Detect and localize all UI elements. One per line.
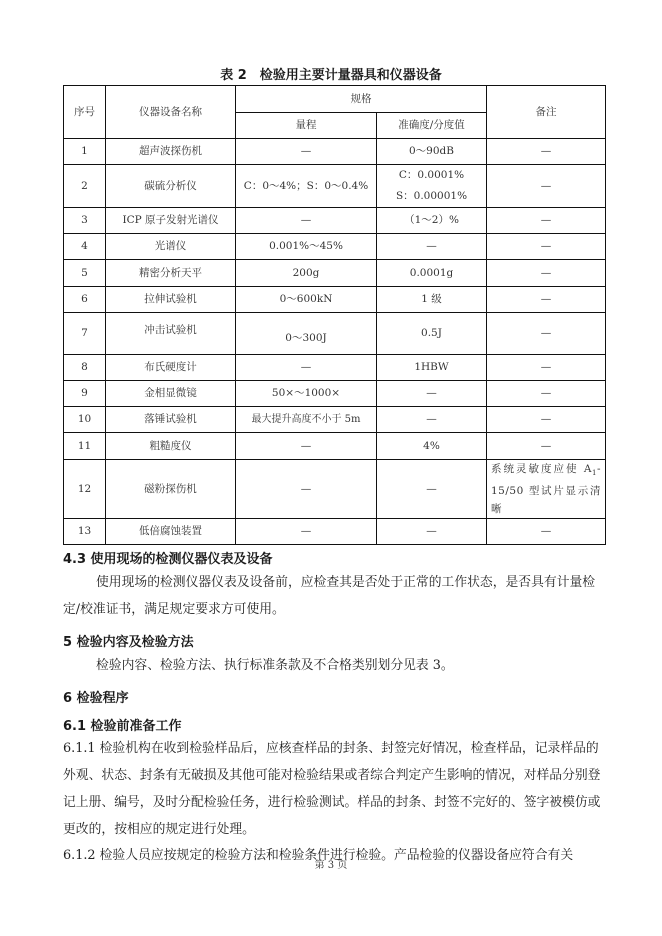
header-accuracy: 准确度/分度值	[377, 113, 487, 139]
cell-range: —	[236, 433, 377, 460]
cell-accuracy: —	[377, 407, 487, 433]
cell-accuracy: —	[377, 460, 487, 519]
cell-note: —	[487, 287, 606, 313]
cell-range: —	[236, 519, 377, 545]
cell-range: —	[236, 355, 377, 381]
cell-index: 3	[64, 208, 106, 234]
section-body-4-3: 使用现场的检测仪器仪表及设备前，应检查其是否处于正常的工作状态，是否具有计量检定/校准证书，满足规定要求方可使用。	[63, 575, 596, 617]
cell-range: —	[236, 208, 377, 234]
header-index: 序号	[64, 86, 106, 139]
instrument-table	[63, 85, 606, 545]
table-row	[64, 381, 606, 407]
section-heading-6: 6 检验程序	[63, 691, 129, 706]
table-row	[64, 234, 606, 260]
cell-name: 光谱仪	[106, 234, 236, 260]
note-text-post: -15/50 型试片显示清晰	[491, 463, 601, 516]
cell-index: 7	[64, 313, 106, 355]
cell-accuracy: —	[377, 381, 487, 407]
cell-range: 200g	[236, 260, 377, 287]
cell-accuracy: 0.5J	[377, 313, 487, 355]
cell-note: —	[487, 260, 606, 287]
cell-accuracy: —	[377, 519, 487, 545]
cell-index: 12	[64, 460, 106, 519]
cell-range: 0～300J	[236, 313, 377, 355]
section-body-5: 检验内容、检验方法、执行标准条款及不合格类别划分见表 3。	[96, 658, 454, 673]
section-heading-4-3: 4.3 使用现场的检测仪器仪表及设备	[63, 552, 273, 567]
cell-index: 13	[64, 519, 106, 545]
cell-index: 4	[64, 234, 106, 260]
cell-accuracy: 4%	[377, 433, 487, 460]
cell-note: —	[487, 519, 606, 545]
cell-accuracy: —	[377, 234, 487, 260]
cell-accuracy: 1 级	[377, 287, 487, 313]
section-body-6-1-2: 6.1.2 检验人员应按规定的检验方法和检验条件进行检验。产品检验的仪器设备应符合有关	[63, 848, 574, 863]
cell-name: ICP 原子发射光谱仪	[106, 208, 236, 234]
table-title: 表 2 检验用主要计量器具和仪器设备	[220, 68, 442, 83]
cell-name: 磁粉探伤机	[106, 460, 236, 519]
cell-index: 6	[64, 287, 106, 313]
cell-note: —	[487, 407, 606, 433]
cell-accuracy: 0～90dB	[377, 139, 487, 165]
cell-note: —	[487, 313, 606, 355]
table-row	[64, 260, 606, 287]
cell-index: 1	[64, 139, 106, 165]
table-row	[64, 139, 606, 165]
cell-note: —	[487, 165, 606, 208]
note-text-pre: 系统灵敏度应使 A	[491, 463, 592, 475]
cell-accuracy: （1～2）%	[377, 208, 487, 234]
cell-name: 拉伸试验机	[106, 287, 236, 313]
cell-name: 低倍腐蚀装置	[106, 519, 236, 545]
table-row	[64, 313, 606, 355]
section-heading-6-1: 6.1 检验前准备工作	[63, 719, 182, 734]
table-row	[64, 407, 606, 433]
cell-name: 精密分析天平	[106, 260, 236, 287]
table-row	[64, 460, 606, 519]
cell-note: —	[487, 234, 606, 260]
table-row	[64, 165, 606, 208]
cell-range: 最大提升高度不小于 5m	[236, 407, 377, 433]
section-heading-5: 5 检验内容及检验方法	[63, 635, 194, 650]
cell-note: —	[487, 381, 606, 407]
cell-name: 布氏硬度计	[106, 355, 236, 381]
cell-index: 5	[64, 260, 106, 287]
section-body-6-1-1: 6.1.1 检验机构在收到检验样品后，应核查样品的封条、封签完好情况，检查样品，记录样品的外观、状态、封条有无破损及其他可能对检验结果或者综合判定产生影响的情况，对样品分别登记上册、编号，及时分配检验任务，进行检验测试。样品的封条、封签不完好的、签字被模仿或更改的，按相应的规定进行处理。	[63, 741, 601, 837]
cell-index: 11	[64, 433, 106, 460]
accuracy-line-s: S：0.00001%	[395, 190, 468, 202]
cell-accuracy: 1HBW	[377, 355, 487, 381]
page-number: 第 3 页	[314, 860, 348, 871]
cell-index: 8	[64, 355, 106, 381]
table-row	[64, 208, 606, 234]
cell-name: 落锤试验机	[106, 407, 236, 433]
cell-note: —	[487, 355, 606, 381]
cell-note: —	[487, 139, 606, 165]
cell-range: 50×～1000×	[236, 381, 377, 407]
cell-note	[487, 460, 606, 519]
cell-name: 金相显微镜	[106, 381, 236, 407]
cell-index: 10	[64, 407, 106, 433]
table-row	[64, 355, 606, 381]
cell-name: 粗糙度仪	[106, 433, 236, 460]
accuracy-line-c: C：0.0001%	[398, 169, 465, 181]
header-spec: 规格	[236, 86, 487, 113]
cell-accuracy	[377, 165, 487, 208]
cell-name: 超声波探伤机	[106, 139, 236, 165]
table-row	[64, 433, 606, 460]
cell-range: C：0～4%；S：0～0.4%	[236, 165, 377, 208]
cell-note: —	[487, 208, 606, 234]
header-note: 备注	[487, 86, 606, 139]
table-row	[64, 287, 606, 313]
cell-accuracy: 0.0001g	[377, 260, 487, 287]
cell-range: 0～600kN	[236, 287, 377, 313]
cell-name: 碳硫分析仪	[106, 165, 236, 208]
cell-range: —	[236, 460, 377, 519]
cell-note: —	[487, 433, 606, 460]
header-name: 仪器设备名称	[106, 86, 236, 139]
header-range: 量程	[236, 113, 377, 139]
cell-index: 9	[64, 381, 106, 407]
cell-range: —	[236, 139, 377, 165]
cell-name: 冲击试验机	[106, 313, 236, 355]
cell-range: 0.001%～45%	[236, 234, 377, 260]
note-subscript: 1	[591, 469, 597, 478]
cell-index: 2	[64, 165, 106, 208]
table-row	[64, 519, 606, 545]
